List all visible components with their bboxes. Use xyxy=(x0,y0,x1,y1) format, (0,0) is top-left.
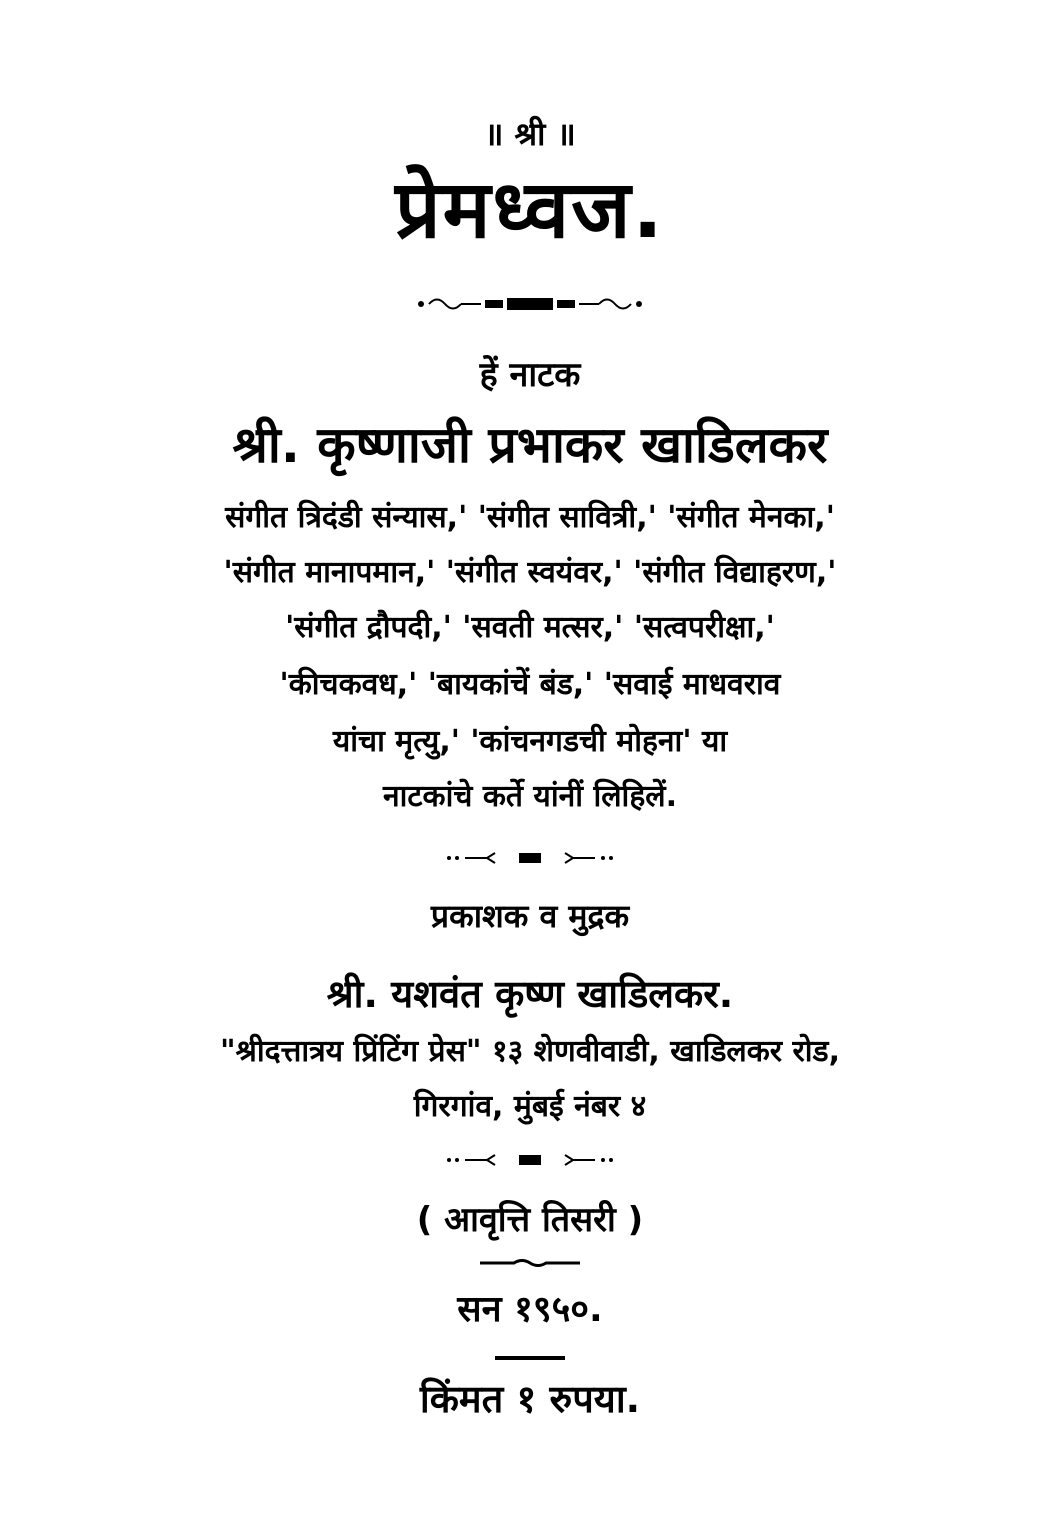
invocation: ॥ श्री ॥ xyxy=(484,115,576,153)
ornament-rule xyxy=(0,1258,1060,1268)
ornament-divider xyxy=(0,294,1060,314)
address-line: गिरगांव, मुंबई नंबर ४ xyxy=(413,1089,647,1124)
publication-year: सन १९५०. xyxy=(457,1289,603,1330)
author-name: श्री. कृष्णाजी प्रभाकर खाडिलकर xyxy=(232,416,828,474)
publisher-name: श्री. यशवंत कृष्ण खाडिलकर. xyxy=(326,972,734,1016)
works-line: संगीत त्रिदंडी संन्यास,' 'संगीत सावित्री,' 'संगीत मेनका,' xyxy=(225,500,835,535)
divider-rule xyxy=(0,1354,1060,1362)
book-title: प्रेमध्वज. xyxy=(395,163,665,256)
works-line: यांचा मृत्यु,' 'कांचनगडची मोहना' या xyxy=(332,724,728,759)
ornament-divider xyxy=(0,1152,1060,1168)
works-line: 'संगीत मानापमान,' 'संगीत स्वयंवर,' 'संगीत विद्याहरण,' xyxy=(223,555,837,590)
works-line: 'संगीत द्रौपदी,' 'सवती मत्सर,' 'सत्वपरीक्षा,' xyxy=(285,610,775,645)
works-line: 'कीचकवध,' 'बायकांचें बंड,' 'सवाई माधवराव xyxy=(279,667,781,702)
works-line: नाटकांचे कर्ते यांनीं लिहिलें. xyxy=(382,779,677,814)
edition-note: ( आवृत्ति तिसरी ) xyxy=(416,1200,644,1240)
ornament-divider xyxy=(0,850,1060,866)
intro-line: हें नाटक xyxy=(479,355,581,395)
address-line: "श्रीदत्तात्रय प्रिंटिंग प्रेस" १३ शेणवीवाडी, खाडिलकर रोड, xyxy=(220,1034,840,1069)
publisher-label: प्रकाशक व मुद्रक xyxy=(430,897,630,935)
price: किंमत १ रुपया. xyxy=(419,1377,641,1421)
